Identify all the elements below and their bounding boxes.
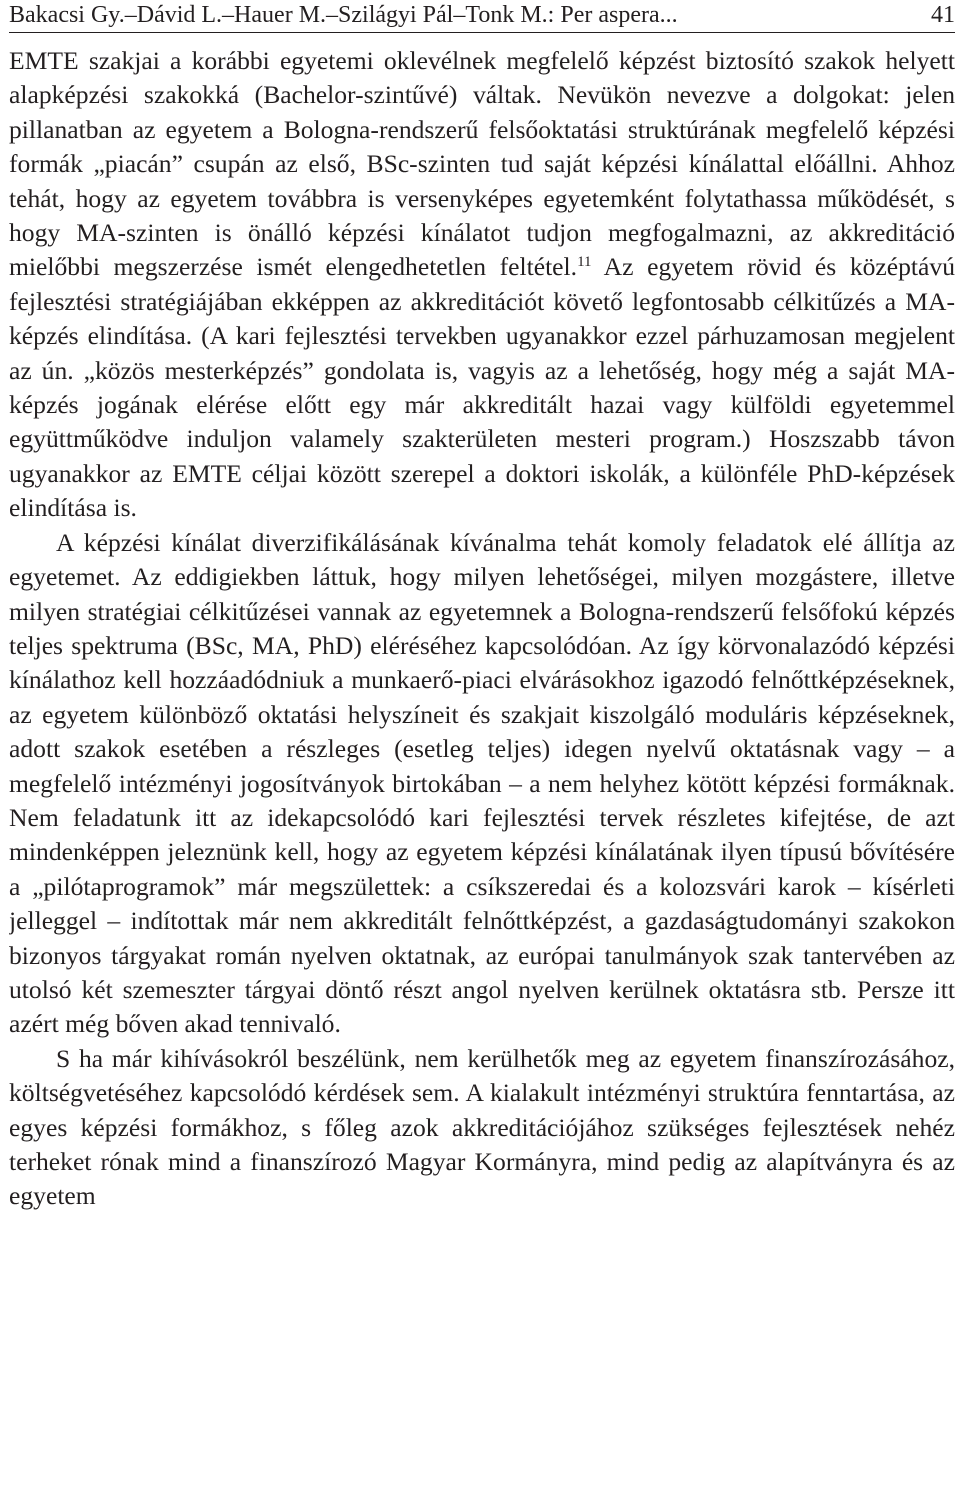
page-number: 41 xyxy=(931,2,955,28)
running-header xyxy=(9,0,955,33)
paragraph-1-text-a: EMTE szakjai a korábbi egyetemi oklevélnek megfelelő képzést biztosító szakok helyett alapképzési szakokká (Bachelor-szintűvé) váltak. Nevükön nevezve a dolgokat: jelen pillanatban az egyetem a Bologna-rendszerű felsőoktatási struktúrának megfelelő képzési formák „piacán” csupán az első, BSc-szinten tud saját képzési kínálattal előállni. Ahhoz tehát, hogy az egyetem továbbra is versenyképes egyetemként folytathassa működését, s hogy MA-szinten is önálló képzési kínálatot tudjon megfogalmazni, az akkreditáció mielőbbi megszerzése ismét elengedhetetlen feltétel. xyxy=(9,46,955,282)
paragraph-1 xyxy=(9,44,955,526)
paragraph-2: A képzési kínálat diverzifikálásának kívánalma tehát komoly feladatok elé állítja az egyetemet. Az eddigiekben láttuk, hogy milyen lehetőségei, milyen mozgástere, illetve milyen stratégiai célkitűzései vannak az egyetemnek a Bologna-rendszerű felsőfokú képzés teljes spektruma (BSc, MA, PhD) eléréséhez kapcsolódóan. Az így körvonalazódó képzési kínálathoz kell hozzáadódniuk a munkaerő-piaci elvárásokhoz igazodó felnőttképzéseknek, az egyetem különböző oktatási helyszíneit és szakjait kiszolgáló moduláris képzéseknek, adott szakok esetében a részleges (esetleg teljes) idegen nyelvű oktatásnak vagy – a megfelelő intézményi jogosítványok birtokában – a nem helyhez kötött képzési formáknak. Nem feladatunk itt az idekapcsolódó kari fejlesztési tervek részletes kifejtése, de azt mindenképpen jeleznünk kell, hogy az egyetem képzési kínálatának ilyen típusú bővítésére a „pilótaprogramok” már megszülettek: a csíkszeredai és a kolozsvári karok – kísérleti jelleggel – indítottak már nem akkreditált felnőttképzést, a gazdaságtudományi szakokon bizonyos tárgyakat román nyelven oktatnak, az európai tanulmányok szak tantervében az utolsó két szemeszter tárgyai döntő részt angol nyelven kerülnek oktatásra stb. Persze itt azért még bőven akad tennivaló. xyxy=(9,527,955,1039)
paragraph-1-text-b: Az egyetem rövid és középtávú fejlesztési stratégiájában ekképpen az akkreditációt követő legfontosabb célkitűzés a MA-képzés elindítása. (A kari fejlesztési tervekben ugyanakkor ezzel párhuzamosan megjelent az ún. „közös mesterképzés” gondolata is, vagyis az a lehetőség, hogy még a saját MA-képzés jogának elérése előtt egy már akkreditált hazai vagy külföldi egyetemmel együttműködve induljon valamely szakterületen mesteri program.) Hoszszabb távon ugyanakkor az EMTE céljai között szerepel a doktori iskolák, a különféle PhD-képzések elindítása is. xyxy=(9,252,955,523)
body-text xyxy=(9,44,955,1214)
paragraph-3: S ha már kihívásokról beszélünk, nem kerülhetők meg az egyetem finanszírozásához, költségvetéséhez kapcsolódó kérdések sem. A kialakult intézményi struktúra fenntartása, az egyes képzési formákhoz, s főleg azok akkreditációjához szükséges fejlesztések nehéz terheket rónak mind a finanszírozó Magyar Kormányra, mind pedig az alapítványra és az egyetem xyxy=(9,1043,955,1211)
header-authors-title: Bakacsi Gy.–Dávid L.–Hauer M.–Szilágyi Pál–Tonk M.: Per aspera... xyxy=(9,2,678,28)
footnote-reference-11[interactable]: 11 xyxy=(577,254,592,271)
book-page xyxy=(9,0,955,1496)
